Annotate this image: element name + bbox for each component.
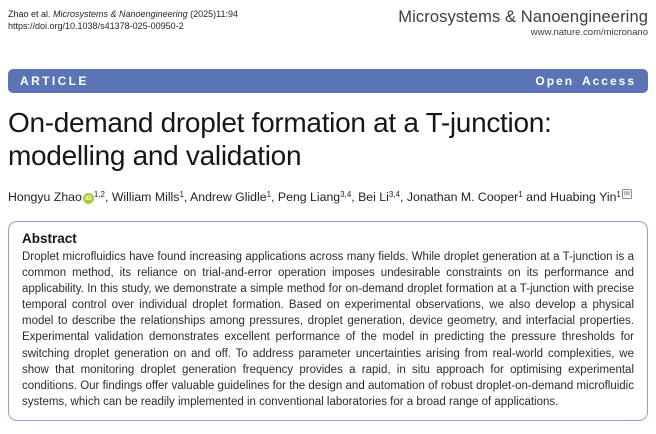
open-access-label[interactable]: Open Access <box>535 74 636 88</box>
journal-url-link[interactable]: www.nature.com/micronano <box>530 27 648 38</box>
author-separator: , <box>183 190 191 204</box>
author-separator: , <box>351 190 359 204</box>
author-affiliation-sup: 1 <box>518 190 523 199</box>
author-affiliation-sup: 1 <box>179 190 184 199</box>
citation-block <box>8 8 238 32</box>
citation-journal-name: Microsystems & Nanoengineering <box>53 9 188 19</box>
doi-link[interactable]: https://doi.org/10.1038/s41378-025-00950-2 <box>8 21 184 31</box>
author-affiliation-sup: 3,4 <box>340 190 352 199</box>
author <box>278 190 358 204</box>
author <box>190 190 278 204</box>
author-name: Andrew Glidle <box>190 190 267 204</box>
author <box>8 190 112 204</box>
author <box>407 190 550 204</box>
author-list <box>8 189 648 205</box>
author-name: Hongyu Zhao <box>8 190 82 204</box>
author-affiliation-sup: 1 <box>266 190 272 199</box>
author-separator: and <box>522 190 551 204</box>
author-separator: , <box>271 190 278 204</box>
journal-brand <box>398 8 648 39</box>
author-name: Jonathan M. Cooper <box>406 190 519 204</box>
author-name: Peng Liang <box>277 190 341 204</box>
author <box>358 190 407 204</box>
citation-authors: Zhao et al. <box>8 9 54 19</box>
journal-name: Microsystems & Nanoengineering <box>398 8 648 26</box>
article-title <box>8 106 648 172</box>
abstract-heading: Abstract <box>22 231 77 246</box>
author-affiliation-sup: 1 <box>616 190 621 199</box>
article-title-line1: On-demand droplet formation at a T-junction: <box>8 107 552 138</box>
author-affiliation-sup: 3,4 <box>388 190 400 199</box>
orcid-icon[interactable]: iD <box>83 193 94 204</box>
abstract-text: Droplet microfluidics have found increasing applications across many fields. While droplet generation at a T-junction is a common method, its reliance on trial-and-error operation imposes undesirable constraints on its performance and applicability. In this study, we demonstrate a simple method for on-demand droplet formation at a T-junction with precise temporal control over individual droplet formation. Based on experimental observations, we also develop a physical model to describe the relationships among pressures, droplet generation, device geometry, and interfacial properties. Experimental validation demonstrates excellent performance of the model in predicting the pressure thresholds for switching droplet generation on and off. To address parameter uncertainties arising from real-world complexities, we show that monitoring droplet generation frequency provides a rapid, in situ approach for optimising experimental conditions. Our findings offer valuable guidelines for the design and automation of robust droplet-on-demand microfluidic systems, which can be readily implemented in conventional laboratories for a broad range of applications. <box>22 251 634 408</box>
page-header <box>8 8 648 39</box>
citation-line <box>8 8 238 20</box>
author-separator: , <box>104 190 112 204</box>
author-name: William Mills <box>111 190 180 204</box>
author-name: Huabing Yin <box>550 190 617 204</box>
author-affiliation-sup: 1,2 <box>93 190 105 199</box>
article-type-banner <box>8 69 648 93</box>
article-title-line2: modelling and validation <box>8 140 302 171</box>
citation-volume: (2025)11:94 <box>187 9 238 19</box>
author-name: Bei Li <box>358 190 389 204</box>
abstract-box <box>8 221 648 421</box>
email-corresponding-icon[interactable]: ✉ <box>623 189 631 198</box>
author <box>550 190 632 204</box>
article-type-label: ARTICLE <box>20 74 89 88</box>
author <box>112 190 190 204</box>
author-separator: , <box>400 190 407 204</box>
